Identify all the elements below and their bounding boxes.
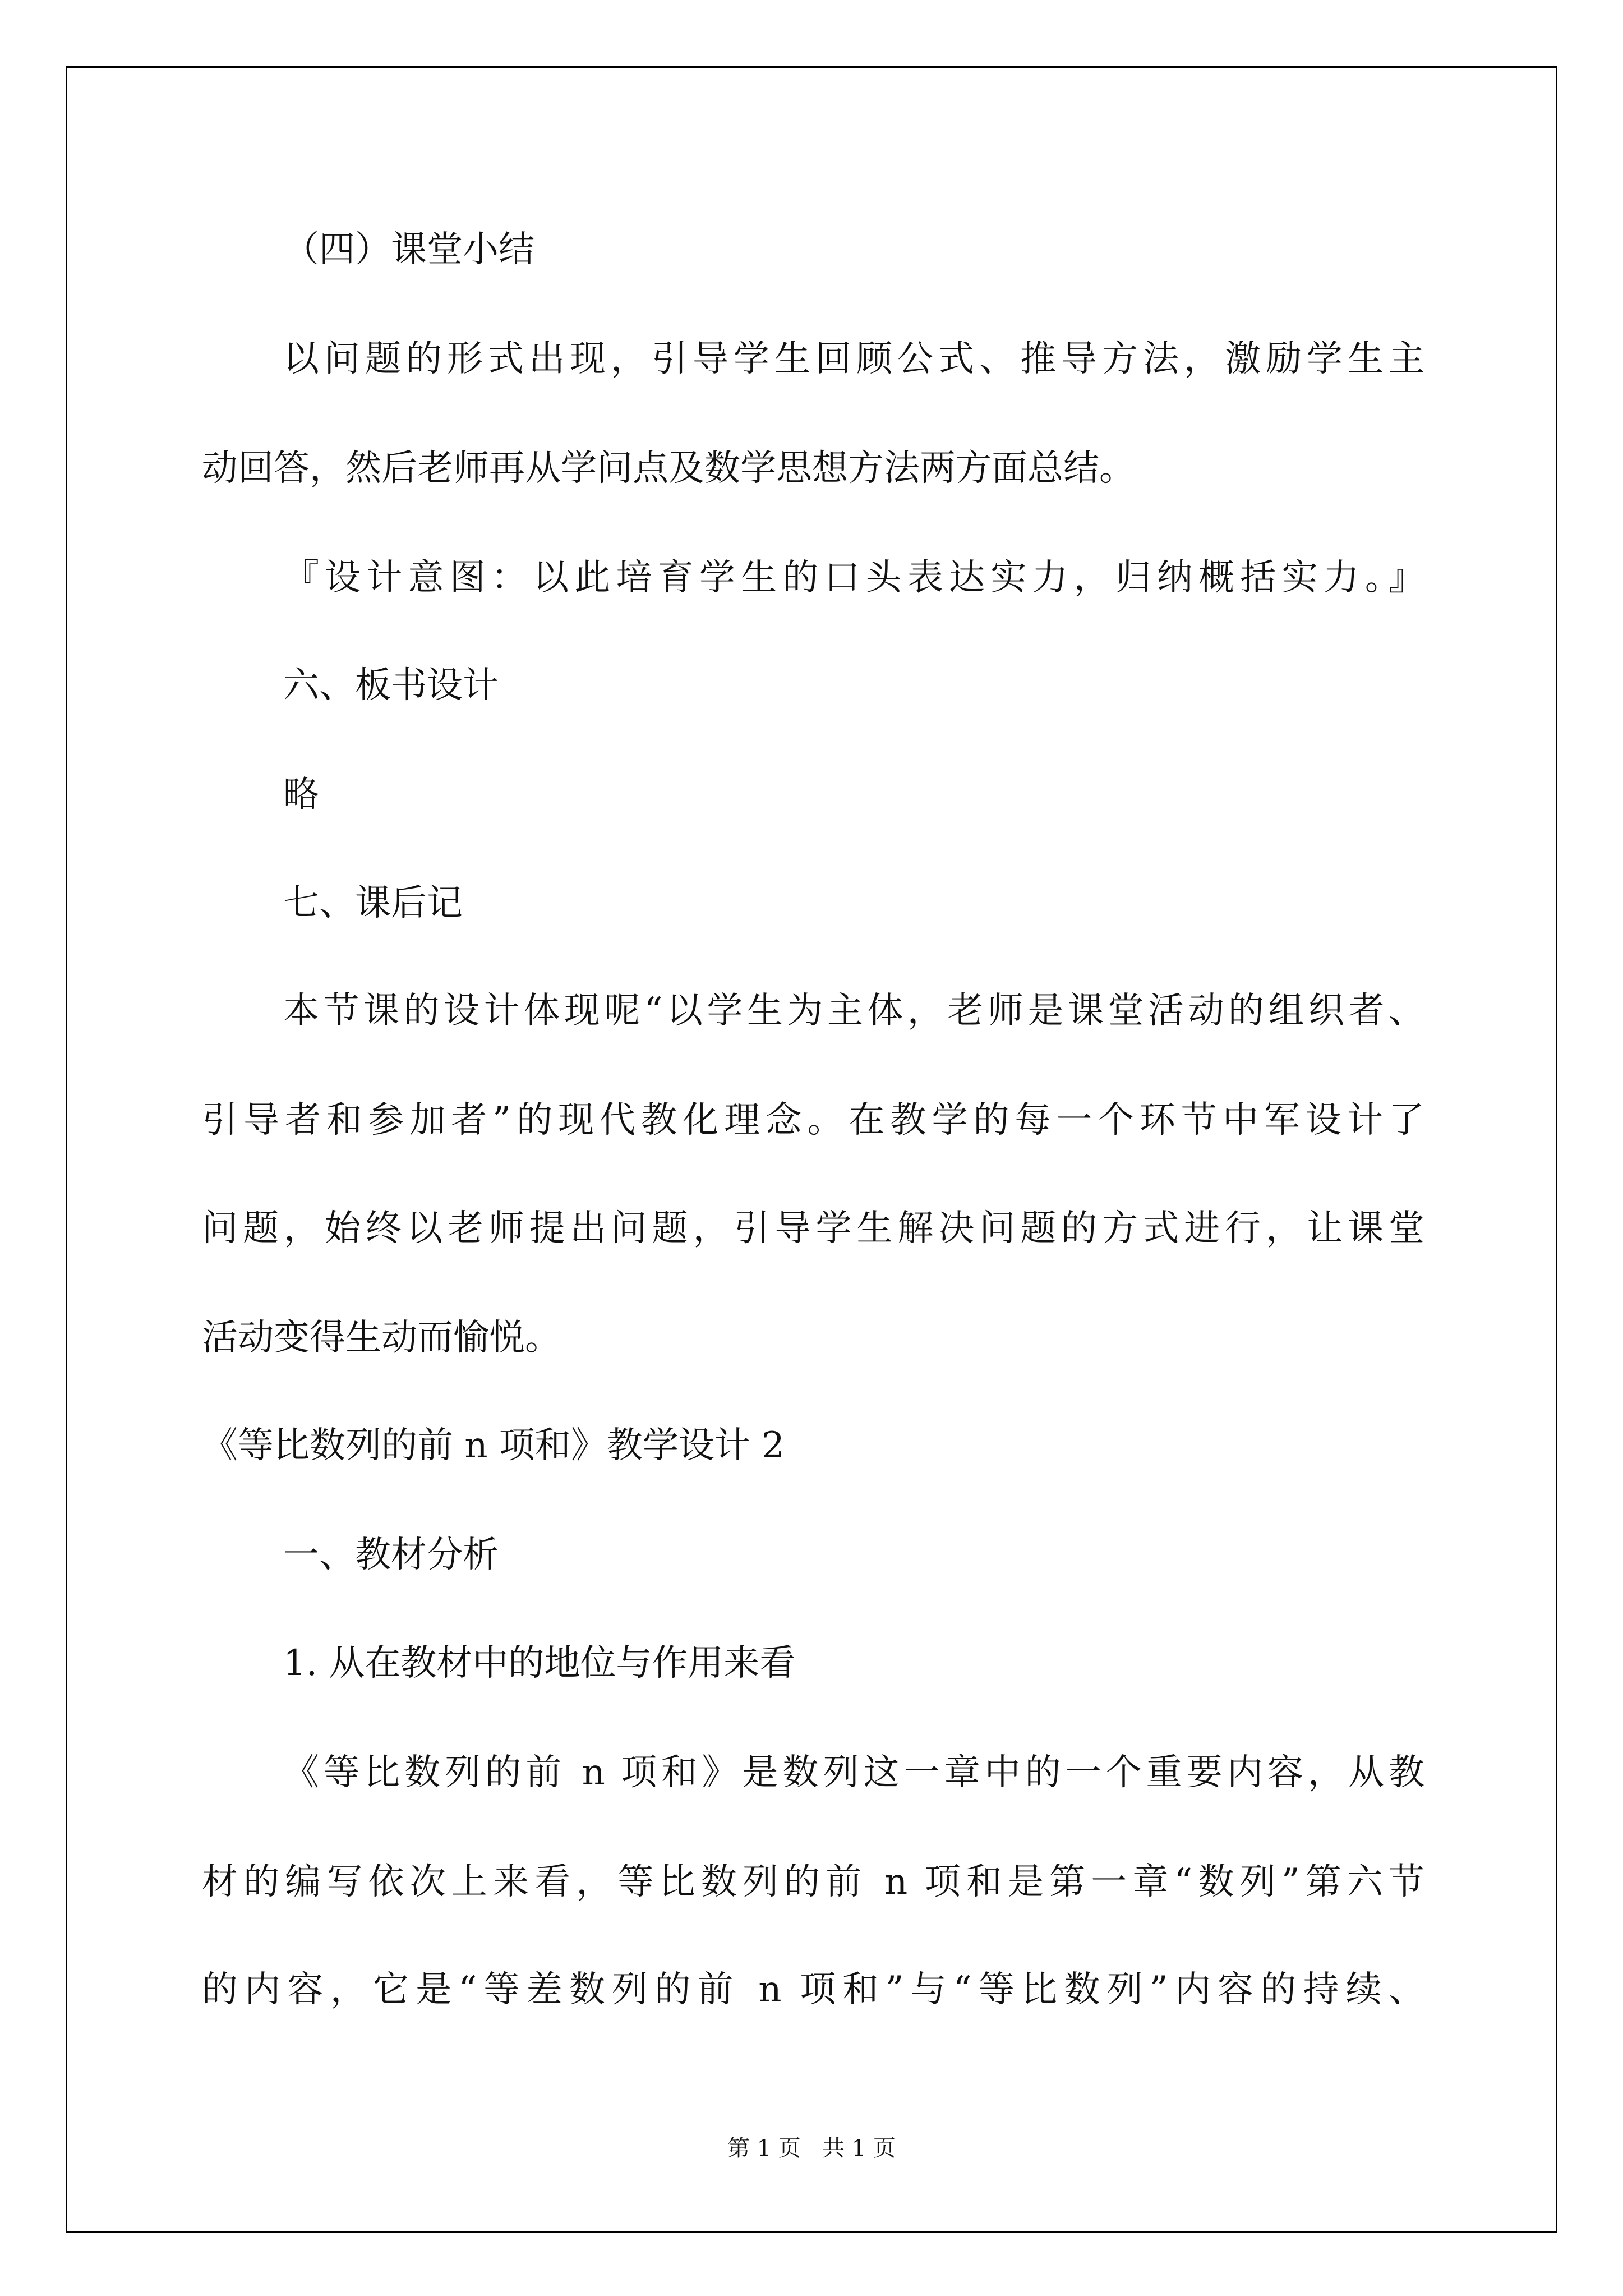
text-line: 动回答，然后老师再从学问点及数学思想方法两方面总结。	[202, 448, 1135, 489]
text-line: （四）课堂小结	[283, 229, 534, 270]
text-line: 材的编写依次上来看，等比数列的前 n 项和是第一章“数列”第六节	[202, 1861, 1424, 1903]
text-line: 《等比数列的前 n 项和》教学设计 2	[202, 1425, 785, 1466]
text-line: 一、教材分析	[283, 1534, 499, 1576]
text-line: 七、课后记	[283, 882, 463, 924]
text-line: 本节课的设计体现呢“以学生为主体，老师是课堂活动的组织者、	[283, 990, 1424, 1032]
text-line: 六、板书设计	[283, 665, 499, 706]
text-line: 以问题的形式出现，引导学生回顾公式、推导方法，激励学生主	[283, 338, 1424, 380]
text-line: 问题，始终以老师提出问题，引导学生解决问题的方式进行，让课堂	[202, 1208, 1424, 1249]
text-line: 活动变得生动而愉悦。	[202, 1317, 561, 1359]
text-line: 《等比数列的前 n 项和》是数列这一章中的一个重要内容，从教	[283, 1752, 1424, 1793]
text-line: 『设计意图：以此培育学生的口头表达实力，归纳概括实力。』	[283, 557, 1424, 599]
text-line: 的内容，它是“等差数列的前 n 项和”与“等比数列”内容的持续、	[202, 1969, 1424, 2010]
page-footer: 第 1 页 共 1 页	[727, 2136, 896, 2161]
text-line: 引导者和参加者”的现代教化理念。在教学的每一个环节中军设计了	[202, 1099, 1424, 1141]
text-line: 略	[283, 774, 319, 816]
text-line: 1. 从在教材中的地位与作用来看	[283, 1642, 796, 1684]
